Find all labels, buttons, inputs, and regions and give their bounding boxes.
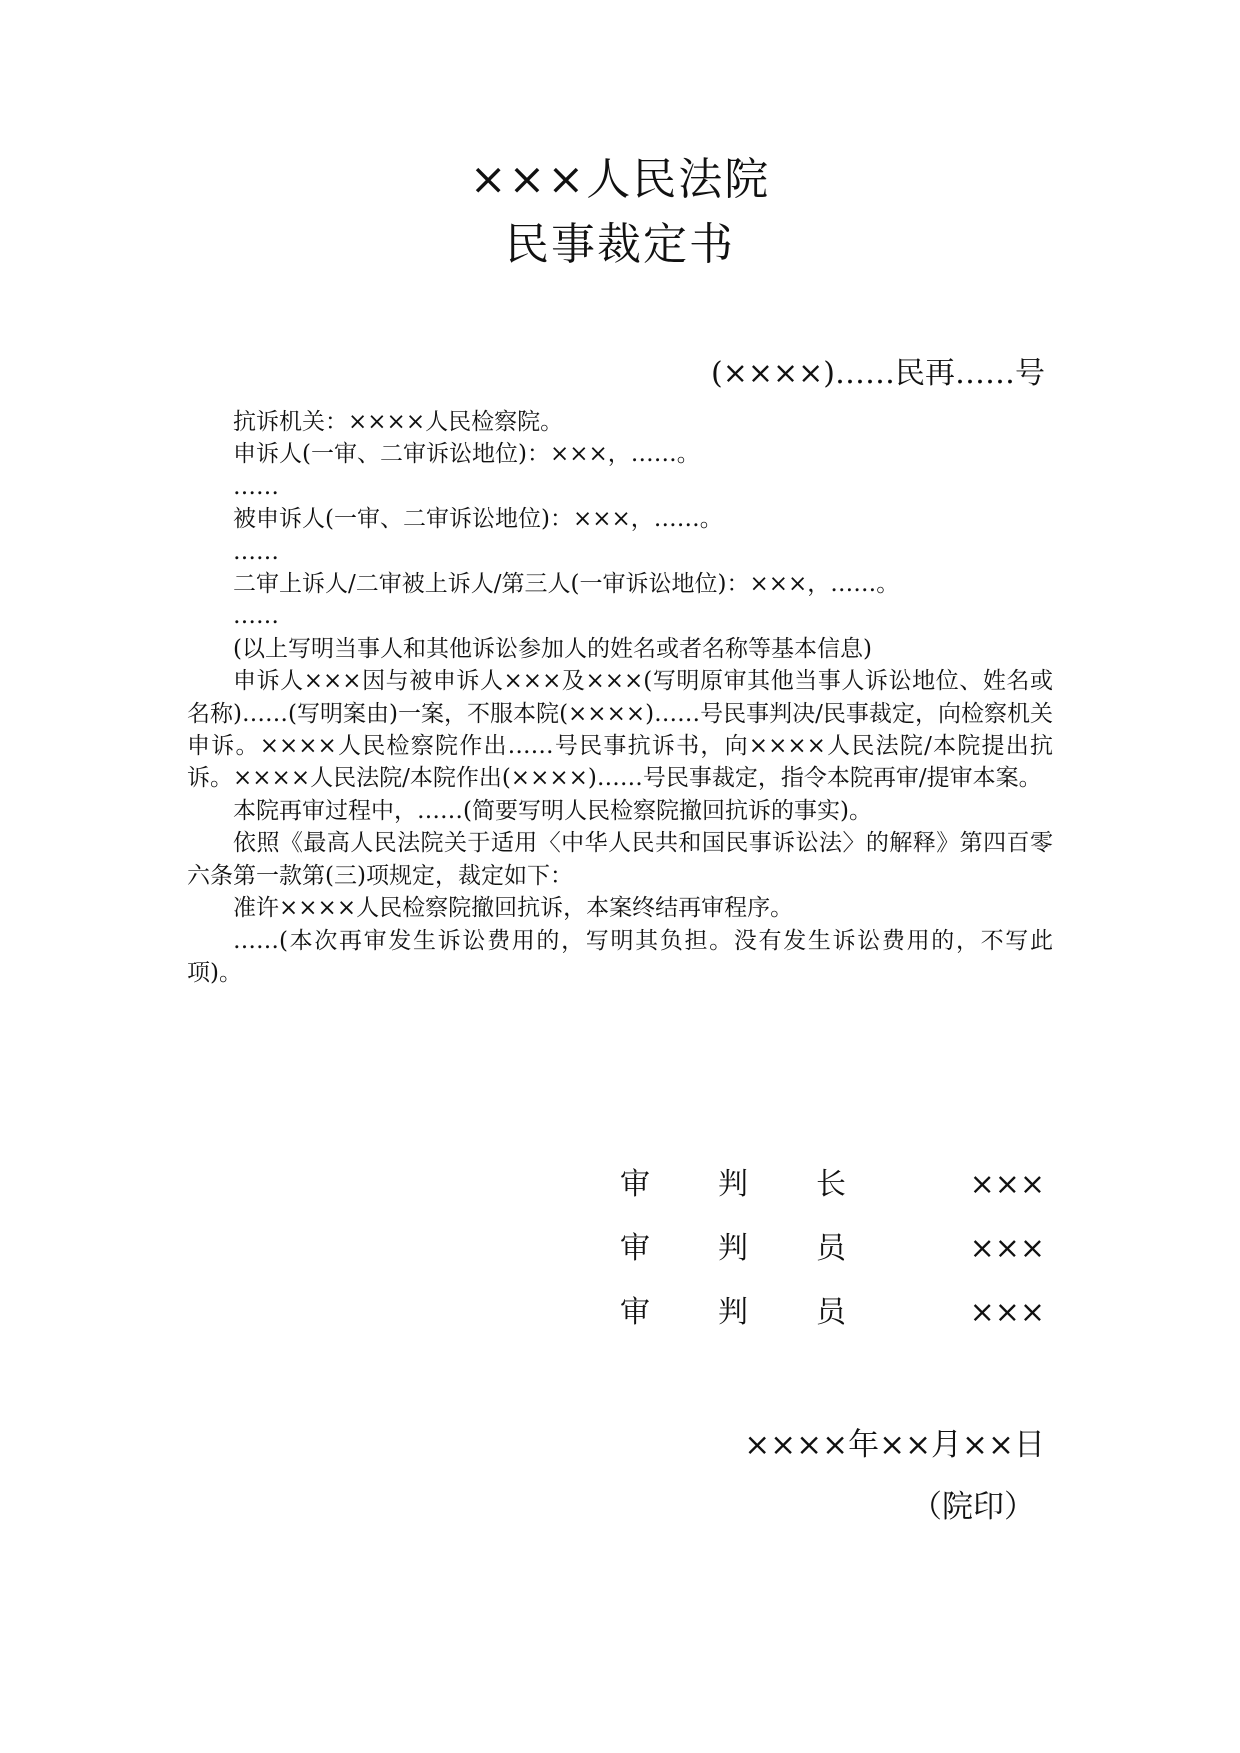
- document-title: 民事裁定书: [505, 219, 735, 270]
- signature-row-judge: [620, 1291, 1045, 1335]
- signature-title-char: 审: [620, 1231, 650, 1266]
- document-body: [187, 406, 1053, 989]
- court-name: ×××人民法院: [469, 154, 771, 205]
- signature-title-char: 审: [620, 1295, 650, 1330]
- signature-name: ×××: [969, 1167, 1045, 1202]
- signature-row-judge: [620, 1227, 1045, 1271]
- paragraph-case-history: 申诉人×××因与被申诉人×××及×××(写明原审其他当事人诉讼地位、姓名或名称)……(写明案由)一案，不服本院(××××)……号民事判决/民事裁定，向检察机关申诉。××××人民检察院作出……号民事抗诉书，向××××人民法院/本院提出抗诉。××××人民法院/本院作出(××××)……号民事裁定，指令本院再审/提审本案。: [187, 668, 1053, 792]
- paragraph-ellipsis: ……: [233, 538, 279, 565]
- signature-title-char: 员: [816, 1231, 846, 1266]
- signature-title-char: 判: [718, 1231, 748, 1266]
- paragraph-ruling: 准许××××人民检察院撤回抗诉，本案终结再审程序。: [233, 895, 794, 922]
- signature-name: ×××: [969, 1295, 1045, 1330]
- paragraph-ellipsis: ……: [233, 473, 279, 500]
- signature-row-presiding-judge: [620, 1163, 1045, 1207]
- ruling-date: ××××年××月××日: [744, 1427, 1045, 1463]
- paragraph-parties-note: (以上写明当事人和其他诉讼参加人的姓名或者名称等基本信息): [233, 635, 872, 662]
- case-number: (××××)……民再……号: [711, 356, 1045, 391]
- court-seal-note: （院印）: [911, 1489, 1035, 1525]
- paragraph-respondent: 被申诉人(一审、二审诉讼地位)：×××，……。: [233, 506, 723, 533]
- signature-title-char: 员: [816, 1295, 846, 1330]
- paragraph-appellant: 申诉人(一审、二审诉讼地位)：×××，……。: [233, 441, 700, 468]
- paragraph-ellipsis: ……: [233, 603, 279, 630]
- paragraph-legal-basis: 依照《最高人民法院关于适用〈中华人民共和国民事诉讼法〉的解释》第四百零六条第一款第(三)项规定，裁定如下：: [187, 830, 1053, 889]
- signature-title-char: 审: [620, 1167, 650, 1202]
- paragraph-costs: ……(本次再审发生诉讼费用的，写明其负担。没有发生诉讼费用的，不写此项)。: [187, 927, 1053, 986]
- paragraph-retrial-facts: 本院再审过程中，……(简要写明人民检察院撤回抗诉的事实)。: [233, 797, 872, 824]
- signature-title-char: 长: [816, 1167, 846, 1202]
- paragraph-protest-authority: 抗诉机关：××××人民检察院。: [233, 409, 564, 435]
- signature-title-char: 判: [718, 1167, 748, 1202]
- paragraph-other-parties: 二审上诉人/二审被上诉人/第三人(一审诉讼地位)：×××，……。: [233, 571, 900, 598]
- signature-title-char: 判: [718, 1295, 748, 1330]
- signature-name: ×××: [969, 1231, 1045, 1266]
